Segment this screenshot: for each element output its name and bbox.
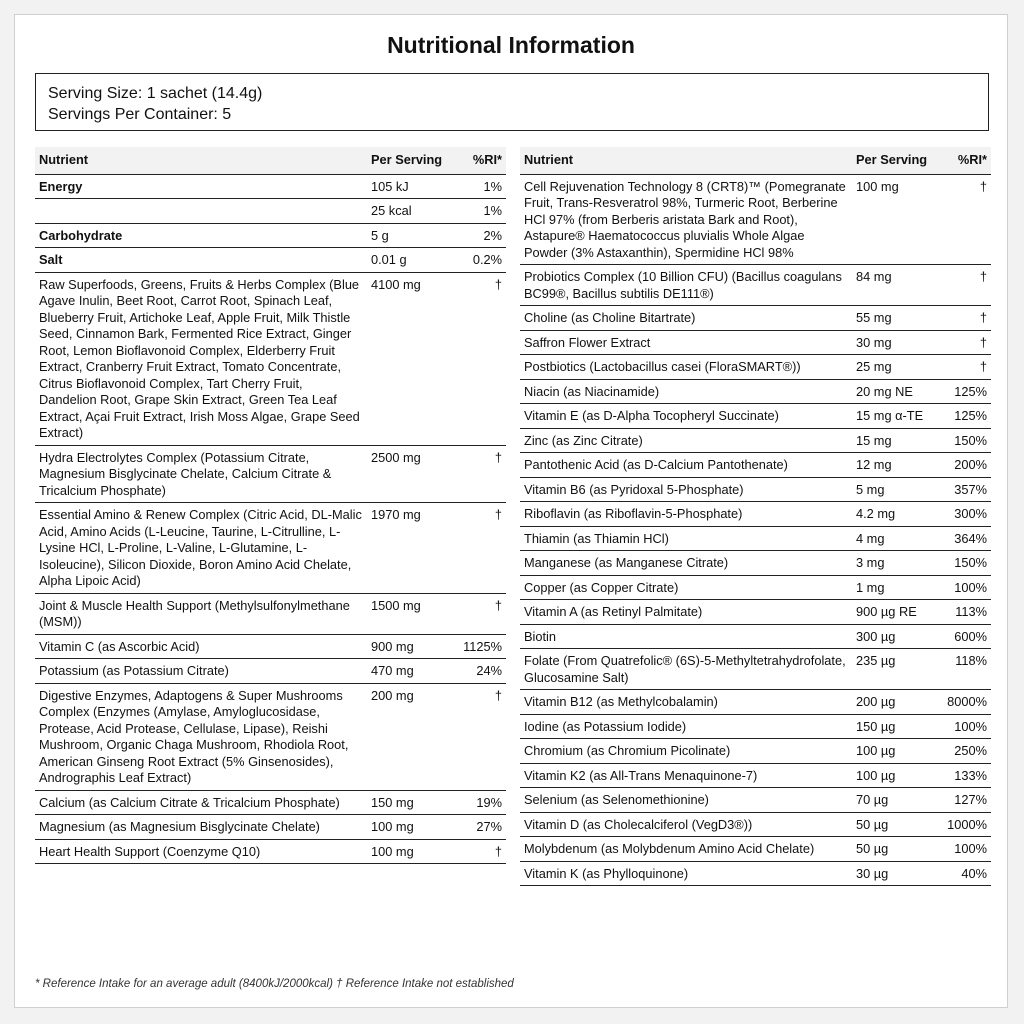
header-nutrient: Nutrient [520, 147, 852, 174]
ri-value: 127% [934, 788, 991, 813]
table-row [520, 306, 991, 331]
per-serving-value: 12 mg [852, 453, 934, 478]
table-row [520, 428, 991, 453]
nutrient-name: Postbiotics (Lactobacillus casei (FloraSMART®)) [520, 355, 852, 380]
per-serving-value: 5 mg [852, 477, 934, 502]
table-row [520, 330, 991, 355]
table-row [520, 812, 991, 837]
ri-value: † [449, 272, 506, 445]
nutrient-name: Vitamin K2 (as All-Trans Menaquinone-7) [520, 763, 852, 788]
nutrient-name: Copper (as Copper Citrate) [520, 575, 852, 600]
per-serving-value: 300 µg [852, 624, 934, 649]
per-serving-value: 30 mg [852, 330, 934, 355]
nutrient-name: Thiamin (as Thiamin HCl) [520, 526, 852, 551]
table-row [520, 265, 991, 306]
ri-value: 357% [934, 477, 991, 502]
nutrient-name: Calcium (as Calcium Citrate & Tricalcium Phosphate) [35, 790, 367, 815]
nutrient-name: Selenium (as Selenomethionine) [520, 788, 852, 813]
per-serving-value: 1970 mg [367, 503, 449, 594]
table-row [520, 739, 991, 764]
per-serving-value: 100 µg [852, 739, 934, 764]
ri-value: † [449, 503, 506, 594]
ri-value: 100% [934, 575, 991, 600]
per-serving-value: 100 mg [852, 174, 934, 265]
ri-value: † [934, 355, 991, 380]
per-serving-value: 105 kJ [367, 174, 449, 199]
table-row [520, 788, 991, 813]
ri-value: 24% [449, 659, 506, 684]
ri-value: 40% [934, 861, 991, 886]
per-serving-value: 200 mg [367, 683, 449, 790]
nutrient-name: Digestive Enzymes, Adaptogens & Super Mushrooms Complex (Enzymes (Amylase, Amyloglucosidase, Protease, Acid Protease, Cellulase, Lipase), Reishi Mushroom, Organic Chaga Mushroom, Rhodiola Root, American Ginseng Root Extract (5% Ginsenosides), Andrographis Leaf Extract) [35, 683, 367, 790]
per-serving-value: 235 µg [852, 649, 934, 690]
ri-value: 8000% [934, 690, 991, 715]
ri-value: 100% [934, 837, 991, 862]
per-serving-value: 100 mg [367, 839, 449, 864]
per-serving-value: 70 µg [852, 788, 934, 813]
per-serving-value: 470 mg [367, 659, 449, 684]
ri-value: 2% [449, 223, 506, 248]
table-row [35, 790, 506, 815]
per-serving-value: 25 kcal [367, 199, 449, 224]
ri-value: 200% [934, 453, 991, 478]
nutrient-name: Vitamin C (as Ascorbic Acid) [35, 634, 367, 659]
table-row [520, 355, 991, 380]
footnote: * Reference Intake for an average adult (8400kJ/2000kcal) † Reference Intake not established [35, 978, 514, 990]
ri-value: † [934, 330, 991, 355]
table-row [520, 763, 991, 788]
table-row [520, 714, 991, 739]
ri-value: † [449, 445, 506, 503]
table-row [520, 624, 991, 649]
ri-value: 150% [934, 428, 991, 453]
nutrient-name: Raw Superfoods, Greens, Fruits & Herbs Complex (Blue Agave Inulin, Beet Root, Carrot Root, Spinach Leaf, Blueberry Fruit, Artichoke Leaf, Apple Fruit, Milk Thistle Seed, Cinnamon Bark, Fermented Rice Extract, Ginger Root, Lemon Bioflavonoid Complex, Elderberry Fruit Extract, Cranberry Fruit Extract, Tomato Concentrate, Citrus Bioflavonoid Complex, Tart Cherry Fruit, Dandelion Root, Grape Skin Extract, Green Tea Leaf Extract, Açai Fruit Extract, Irish Moss Algae, Grape Seed Extract) [35, 272, 367, 445]
ri-value: 1% [449, 199, 506, 224]
nutrient-name: Potassium (as Potassium Citrate) [35, 659, 367, 684]
table-row [520, 502, 991, 527]
table-row [35, 248, 506, 273]
ri-value: 125% [934, 404, 991, 429]
header-nutrient: Nutrient [35, 147, 367, 174]
nutrient-name: Saffron Flower Extract [520, 330, 852, 355]
table-row [520, 649, 991, 690]
ri-value: 250% [934, 739, 991, 764]
per-serving-value: 1 mg [852, 575, 934, 600]
nutrient-name: Essential Amino & Renew Complex (Citric Acid, DL-Malic Acid, Amino Acids (L-Leucine, Taurine, L-Citrulline, L-Lysine HCl, L-Proline, L-Valine, L-Glutamine, L-Isoleucine), Silicon Dioxide, Boron Amino Acid Chelate, Alpha Lipoic Acid) [35, 503, 367, 594]
nutrient-name: Vitamin K (as Phylloquinone) [520, 861, 852, 886]
nutrient-name: Biotin [520, 624, 852, 649]
table-row [520, 379, 991, 404]
table-row [520, 551, 991, 576]
table-row [35, 199, 506, 224]
table-row [35, 815, 506, 840]
per-serving-value: 100 µg [852, 763, 934, 788]
per-serving-value: 4 mg [852, 526, 934, 551]
per-serving-value: 15 mg α-TE [852, 404, 934, 429]
per-serving-value: 55 mg [852, 306, 934, 331]
table-row [520, 690, 991, 715]
table-row [35, 503, 506, 594]
ri-value: 364% [934, 526, 991, 551]
nutrient-name: Riboflavin (as Riboflavin-5-Phosphate) [520, 502, 852, 527]
per-serving-value: 15 mg [852, 428, 934, 453]
per-serving-value: 150 mg [367, 790, 449, 815]
table-row [35, 223, 506, 248]
per-serving-value: 150 µg [852, 714, 934, 739]
nutrition-label [14, 14, 1008, 1008]
left-nutrient-column [35, 147, 506, 864]
nutrient-name: Energy [35, 174, 367, 199]
nutrient-name: Hydra Electrolytes Complex (Potassium Citrate, Magnesium Bisglycinate Chelate, Calcium Citrate & Tricalcium Phosphate) [35, 445, 367, 503]
table-row [520, 477, 991, 502]
nutrient-name [35, 199, 367, 224]
nutrient-name: Vitamin D (as Cholecalciferol (VegD3®)) [520, 812, 852, 837]
ri-value: 300% [934, 502, 991, 527]
table-row [35, 593, 506, 634]
nutrient-name: Heart Health Support (Coenzyme Q10) [35, 839, 367, 864]
ri-value: 133% [934, 763, 991, 788]
per-serving-value: 0.01 g [367, 248, 449, 273]
per-serving-value: 900 µg RE [852, 600, 934, 625]
ri-value: 19% [449, 790, 506, 815]
table-row [520, 575, 991, 600]
table-row [35, 445, 506, 503]
table-row [35, 634, 506, 659]
ri-value: † [449, 839, 506, 864]
per-serving-value: 3 mg [852, 551, 934, 576]
table-row [520, 526, 991, 551]
per-serving-value: 100 mg [367, 815, 449, 840]
table-row [520, 861, 991, 886]
per-serving-value: 20 mg NE [852, 379, 934, 404]
ri-value: 0.2% [449, 248, 506, 273]
per-serving-value: 84 mg [852, 265, 934, 306]
ri-value: 125% [934, 379, 991, 404]
ri-value: † [934, 174, 991, 265]
nutrient-name: Cell Rejuvenation Technology 8 (CRT8)™ (Pomegranate Fruit, Trans-Resveratrol 98%, Turmeric Root, Berberine HCl 97% (from Berberis aristata Bark and Root), Astapure® Haematococcus pluvialis Whole Algae Powder (3% Astaxanthin), Spermidine HCl 98% [520, 174, 852, 265]
servings-per-container: Servings Per Container: 5 [48, 106, 232, 123]
per-serving-value: 4.2 mg [852, 502, 934, 527]
ri-value: 113% [934, 600, 991, 625]
table-row [520, 404, 991, 429]
header-ri: %RI* [449, 147, 506, 174]
nutrient-name: Iodine (as Potassium Iodide) [520, 714, 852, 739]
ri-value: 600% [934, 624, 991, 649]
right-nutrient-table [520, 147, 991, 886]
ri-value: 1125% [449, 634, 506, 659]
table-row [35, 174, 506, 199]
table-row [520, 837, 991, 862]
nutrient-name: Zinc (as Zinc Citrate) [520, 428, 852, 453]
ri-value: 118% [934, 649, 991, 690]
per-serving-value: 50 µg [852, 812, 934, 837]
ri-value: † [449, 593, 506, 634]
nutrient-name: Niacin (as Niacinamide) [520, 379, 852, 404]
per-serving-value: 50 µg [852, 837, 934, 862]
nutrient-name: Manganese (as Manganese Citrate) [520, 551, 852, 576]
ri-value: 1000% [934, 812, 991, 837]
nutrient-name: Vitamin B6 (as Pyridoxal 5-Phosphate) [520, 477, 852, 502]
nutrient-name: Probiotics Complex (10 Billion CFU) (Bacillus coagulans BC99®, Bacillus subtilis DE111®) [520, 265, 852, 306]
table-row [35, 683, 506, 790]
ri-value: 27% [449, 815, 506, 840]
right-nutrient-column [520, 147, 991, 886]
nutrient-name: Chromium (as Chromium Picolinate) [520, 739, 852, 764]
table-header-row [35, 147, 506, 174]
serving-size: Serving Size: 1 sachet (14.4g) [48, 85, 263, 102]
ri-value: 1% [449, 174, 506, 199]
header-ri: %RI* [934, 147, 991, 174]
table-row [35, 272, 506, 445]
per-serving-value: 5 g [367, 223, 449, 248]
table-row [35, 839, 506, 864]
nutrient-name: Molybdenum (as Molybdenum Amino Acid Chelate) [520, 837, 852, 862]
ri-value: † [934, 306, 991, 331]
per-serving-value: 900 mg [367, 634, 449, 659]
per-serving-value: 1500 mg [367, 593, 449, 634]
header-per-serving: Per Serving [852, 147, 934, 174]
ri-value: † [934, 265, 991, 306]
nutrient-name: Magnesium (as Magnesium Bisglycinate Chelate) [35, 815, 367, 840]
nutrient-name: Vitamin A (as Retinyl Palmitate) [520, 600, 852, 625]
left-nutrient-table [35, 147, 506, 864]
per-serving-value: 30 µg [852, 861, 934, 886]
header-per-serving: Per Serving [367, 147, 449, 174]
nutrient-name: Folate (From Quatrefolic® (6S)-5-Methyltetrahydrofolate, Glucosamine Salt) [520, 649, 852, 690]
per-serving-value: 25 mg [852, 355, 934, 380]
ri-value: 100% [934, 714, 991, 739]
table-row [520, 600, 991, 625]
nutrient-name: Joint & Muscle Health Support (Methylsulfonylmethane (MSM)) [35, 593, 367, 634]
nutrient-name: Vitamin E (as D-Alpha Tocopheryl Succinate) [520, 404, 852, 429]
table-row [520, 453, 991, 478]
table-row [520, 174, 991, 265]
nutrient-name: Salt [35, 248, 367, 273]
per-serving-value: 200 µg [852, 690, 934, 715]
nutrient-name: Pantothenic Acid (as D-Calcium Pantothenate) [520, 453, 852, 478]
per-serving-value: 4100 mg [367, 272, 449, 445]
table-header-row [520, 147, 991, 174]
nutrient-name: Vitamin B12 (as Methylcobalamin) [520, 690, 852, 715]
nutrient-name: Carbohydrate [35, 223, 367, 248]
serving-info-box [35, 73, 989, 131]
table-row [35, 659, 506, 684]
nutrient-name: Choline (as Choline Bitartrate) [520, 306, 852, 331]
ri-value: † [449, 683, 506, 790]
per-serving-value: 2500 mg [367, 445, 449, 503]
page-title: Nutritional Information [387, 32, 635, 58]
ri-value: 150% [934, 551, 991, 576]
